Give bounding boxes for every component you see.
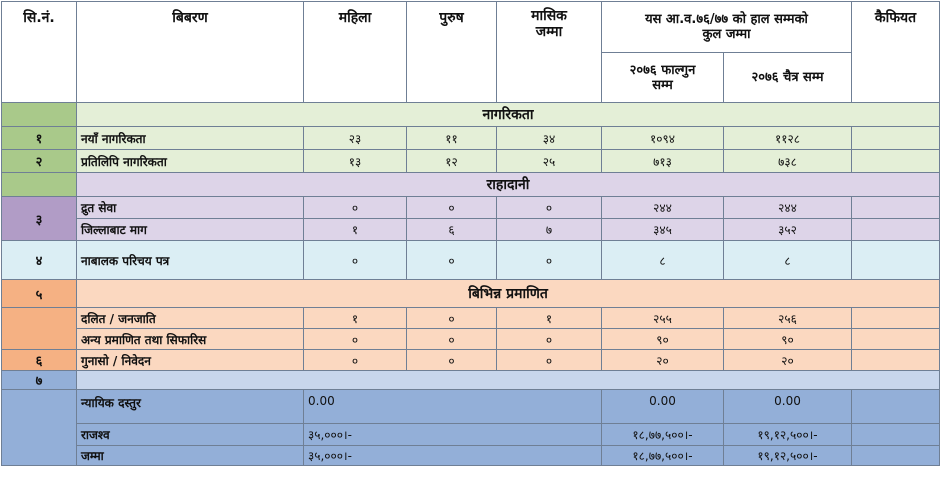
header-chaitra: २०७६ चैत्र सम्म (724, 53, 852, 103)
row-male: ० (407, 350, 497, 371)
row-phagun: ८ (602, 241, 724, 280)
row-remarks (852, 197, 940, 219)
section-title-citizenship: नागरिकता (77, 103, 940, 127)
row-male: ० (407, 241, 497, 280)
header-phagun-line2: सम्म (652, 77, 673, 93)
row-label: प्रतिलिपि नागरिकता (77, 150, 304, 173)
section-row-citizenship (2, 103, 940, 127)
row-chaitra: २४४ (724, 197, 852, 219)
header-cumulative-line1: यस आ.व.७६/७७ को हाल सम्मको (645, 12, 808, 27)
row-chaitra: १९,१२,५००।- (724, 424, 852, 446)
row-label: जम्मा (77, 446, 304, 466)
header-monthly-line1: मासिक (531, 8, 567, 24)
row-chaitra: २० (724, 350, 852, 371)
row-amount: ३५,०००।- (304, 446, 602, 466)
row-sn: ३ (2, 197, 77, 241)
row-chaitra: 0.00 (724, 390, 852, 424)
table-row (2, 150, 940, 173)
row-phagun: १८,७७,५००।- (602, 446, 724, 466)
row-phagun: २४४ (602, 197, 724, 219)
row-sn: ४ (2, 241, 77, 280)
row-phagun: १८,७७,५००।- (602, 424, 724, 446)
row-male: ६ (407, 219, 497, 241)
row-remarks (852, 150, 940, 173)
table-row (2, 219, 940, 241)
table-row (2, 390, 940, 424)
row-chaitra: ३५२ (724, 219, 852, 241)
header-monthly-total (497, 2, 602, 103)
header-female: महिला (304, 2, 407, 103)
row-phagun: १०९४ (602, 127, 724, 150)
header-sn: सि.नं. (2, 2, 77, 103)
header-description: बिबरण (77, 2, 304, 103)
section-title-certified: बिभिन्न प्रमाणित (77, 280, 940, 308)
row-label: गुनासो / निवेदन (77, 350, 304, 371)
row-chaitra: ९० (724, 329, 852, 350)
row-monthly: ० (497, 350, 602, 371)
row-chaitra: २५६ (724, 308, 852, 329)
row-remarks (852, 424, 940, 446)
row-remarks (852, 127, 940, 150)
section-title-passport: राहादानी (77, 173, 940, 197)
row-male: ० (407, 197, 497, 219)
row-female: ० (304, 241, 407, 280)
row-remarks (852, 350, 940, 371)
row-label: दलित / जनजाति (77, 308, 304, 329)
row-female: १ (304, 308, 407, 329)
records-table (1, 1, 940, 466)
table-row (2, 350, 940, 371)
row-remarks (852, 219, 940, 241)
row-phagun: २५५ (602, 308, 724, 329)
header-row (2, 2, 940, 53)
row-label: नयाँ नागरिकता (77, 127, 304, 150)
row-sn: ५ (2, 280, 77, 308)
table-row (2, 127, 940, 150)
section-sn-cell (2, 103, 77, 127)
row-label: जिल्लाबाट माग (77, 219, 304, 241)
section-title-fees (77, 371, 940, 390)
section-row-passport (2, 173, 940, 197)
row-phagun: २० (602, 350, 724, 371)
row-chaitra: ११२८ (724, 127, 852, 150)
row-female: १ (304, 219, 407, 241)
table-row (2, 241, 940, 280)
row-female: ० (304, 329, 407, 350)
header-cumulative-line2: कुल जम्मा (702, 27, 751, 42)
row-female: ० (304, 197, 407, 219)
table-row (2, 424, 940, 446)
row-remarks (852, 241, 940, 280)
row-label: द्रुत सेवा (77, 197, 304, 219)
table-row (2, 329, 940, 350)
row-male: १२ (407, 150, 497, 173)
header-phagun-line1: २०७६ फाल्गुन (629, 62, 696, 78)
row-sn: २ (2, 150, 77, 173)
row-phagun: ३४५ (602, 219, 724, 241)
row-female: २३ (304, 127, 407, 150)
row-male: ० (407, 308, 497, 329)
row-sn (2, 308, 77, 350)
table-row (2, 446, 940, 466)
row-remarks (852, 308, 940, 329)
row-monthly: १ (497, 308, 602, 329)
row-chaitra: ८ (724, 241, 852, 280)
row-monthly: ३४ (497, 127, 602, 150)
header-cumulative (602, 2, 852, 53)
row-phagun: ९० (602, 329, 724, 350)
row-sn: १ (2, 127, 77, 150)
row-amount: ३५,०००।- (304, 424, 602, 446)
row-remarks (852, 329, 940, 350)
row-amount: 0.00 (304, 390, 602, 424)
row-chaitra: ७३८ (724, 150, 852, 173)
header-monthly-line2: जम्मा (535, 24, 563, 40)
section-sn-cell (2, 173, 77, 197)
row-female: ० (304, 350, 407, 371)
row-male: ११ (407, 127, 497, 150)
row-label: नाबालक परिचय पत्र (77, 241, 304, 280)
row-remarks (852, 446, 940, 466)
row-sn: ७ (2, 371, 77, 390)
table-row (2, 197, 940, 219)
row-remarks (852, 390, 940, 424)
table-row (2, 371, 940, 390)
table-row (2, 308, 940, 329)
header-phagun (602, 53, 724, 103)
row-phagun: 0.00 (602, 390, 724, 424)
row-monthly: ० (497, 197, 602, 219)
section-row-certified (2, 280, 940, 308)
row-label: राजश्व (77, 424, 304, 446)
row-label: अन्य प्रमाणित तथा सिफारिस (77, 329, 304, 350)
row-phagun: ७१३ (602, 150, 724, 173)
row-sn: ६ (2, 350, 77, 371)
row-label: न्यायिक दस्तुर (77, 390, 304, 424)
row-chaitra: १९,१२,५००।- (724, 446, 852, 466)
row-monthly: २५ (497, 150, 602, 173)
row-monthly: ० (497, 329, 602, 350)
row-monthly: ० (497, 241, 602, 280)
row-sn (2, 390, 77, 466)
header-male: पुरुष (407, 2, 497, 103)
header-remarks: कैफियत (852, 2, 940, 103)
row-monthly: ७ (497, 219, 602, 241)
row-female: १३ (304, 150, 407, 173)
row-male: ० (407, 329, 497, 350)
